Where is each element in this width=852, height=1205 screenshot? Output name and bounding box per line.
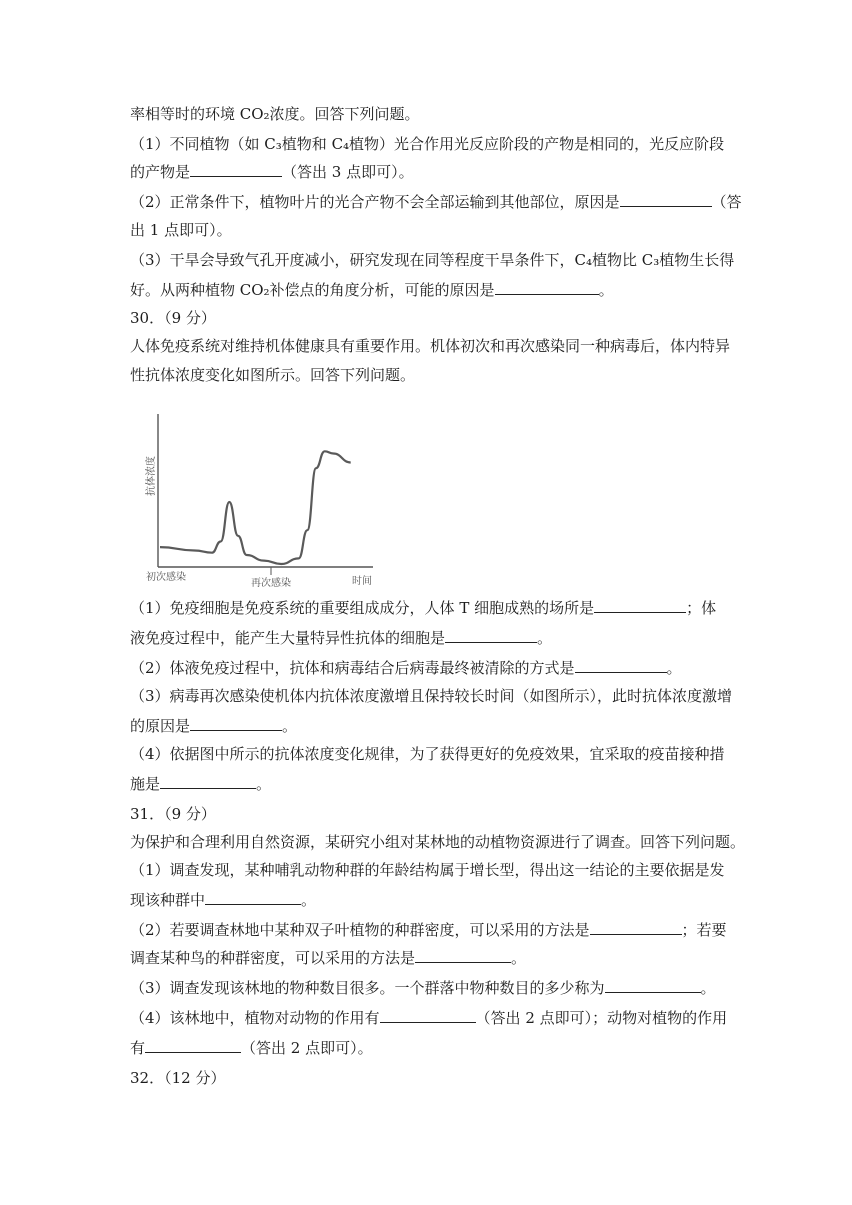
- q30-number-line: [130, 308, 730, 328]
- q29-p3-text-b: 好。从两种植物 CO₂补偿点的角度分析，可能的原因是: [130, 281, 495, 299]
- q30-p3-text-a: （3）病毒再次感染使机体内抗体浓度激增且保持较长时间（如图所示），此时抗体浓度激增: [130, 687, 733, 705]
- annotation-first-infection: 初次感染: [146, 572, 186, 583]
- q31-p4-line-b: [130, 1038, 730, 1058]
- q29-p1-answer-blank[interactable]: [190, 162, 282, 177]
- q30-intro-line-b: [130, 365, 730, 385]
- q31-p3-text-post: 。: [700, 979, 716, 997]
- q32-number: 32．（12 分）: [130, 1069, 226, 1087]
- q30-p4-line-a: [130, 744, 730, 764]
- q30-p2-answer-blank[interactable]: [575, 658, 667, 673]
- q29-p1-text-a: （1）不同植物（如 C₃植物和 C₄植物）光合作用光反应阶段的产物是相同的，光反应阶段: [130, 135, 725, 153]
- q31-intro-line: [130, 832, 746, 852]
- q31-number: 31．（9 分）: [130, 805, 216, 823]
- q30-p1-text-a-post: ；体: [686, 599, 717, 617]
- q30-intro-text-a: 人体免疫系统对维持机体健康具有重要作用。机体初次和再次感染同一种病毒后，体内特异: [130, 337, 731, 355]
- q31-p2-text-b: 调查某种鸟的种群密度，可以采用的方法是: [130, 949, 416, 967]
- q30-p1-line-a: [130, 598, 730, 618]
- q30-intro-line-a: [130, 336, 730, 356]
- q31-p2-line-a: [130, 920, 730, 940]
- q30-p3-line-b: [130, 716, 730, 736]
- q30-p1-text-b-post: 。: [537, 629, 553, 647]
- q31-p2-text-b-post: 。: [511, 949, 527, 967]
- q31-p2-text-a: （2）若要调查林地中某种双子叶植物的种群密度，可以采用的方法是: [130, 921, 590, 939]
- q29-p1-line-b: [130, 162, 730, 182]
- q31-p1-answer-blank[interactable]: [205, 890, 301, 905]
- q30-p4-text-b: 施是: [130, 775, 161, 793]
- q31-p1-text-a: （1）调查发现，某种哺乳动物种群的年龄结构属于增长型，得出这一结论的主要依据是发: [130, 861, 725, 879]
- q30-p1-answer-blank-1[interactable]: [594, 598, 686, 613]
- q31-p4-answer-blank-2[interactable]: [145, 1038, 241, 1053]
- q30-p3-line-a: [130, 686, 733, 706]
- q30-p2-line: [130, 658, 730, 678]
- q31-p3-answer-blank[interactable]: [605, 978, 701, 993]
- q29-p2-text-b: 出 1 点即可）。: [130, 221, 232, 239]
- q30-p3-text-b-post: 。: [282, 717, 298, 735]
- q31-p1-text-b-post: 。: [301, 891, 317, 909]
- chart-svg: [128, 402, 378, 592]
- q29-p1-text-b: 的产物是: [130, 163, 191, 181]
- q31-p2-line-b: [130, 948, 730, 968]
- q29-p3-line-b: [130, 280, 730, 300]
- q32-number-line: [130, 1068, 730, 1088]
- antibody-curve: [160, 451, 351, 564]
- antibody-concentration-chart: [128, 402, 378, 592]
- q31-p1-line-a: [130, 860, 730, 880]
- q31-p3-text: （3）调查发现该林地的物种数目很多。一个群落中物种数目的多少称为: [130, 979, 605, 997]
- q30-p4-text-b-post: 。: [256, 775, 272, 793]
- q29-p2-line-a: [130, 192, 742, 212]
- q30-p4-line-b: [130, 774, 730, 794]
- q29-p2-line-b: [130, 220, 730, 240]
- q30-p4-answer-blank[interactable]: [160, 774, 256, 789]
- q29-p2-answer-blank[interactable]: [620, 192, 712, 207]
- y-axis-label: 抗体浓度: [146, 456, 157, 496]
- q31-p1-line-b: [130, 890, 730, 910]
- annotation-second-infection: 再次感染: [251, 578, 291, 589]
- q29-p2-text-a: （2）正常条件下，植物叶片的光合产物不会全部运输到其他部位，原因是: [130, 193, 620, 211]
- q31-p4-line-a: [130, 1008, 730, 1028]
- q29-intro-line: [130, 104, 730, 124]
- q31-p4-answer-blank-1[interactable]: [380, 1008, 476, 1023]
- q31-p4-text-a-post: （答出 2 点即可）；动物对植物的作用: [475, 1009, 728, 1027]
- q29-p1-line-a: [130, 134, 730, 154]
- q31-p3-line: [130, 978, 730, 998]
- q29-p3-text-b-post: 。: [598, 281, 614, 299]
- q29-p3-line-a: [130, 250, 735, 270]
- q31-p2-answer-blank-1[interactable]: [590, 920, 682, 935]
- q29-p3-text-a: （3）干旱会导致气孔开度减小，研究发现在同等程度干旱条件下，C₄植物比 C₃植物生长得: [130, 251, 735, 269]
- q30-p1-text-a: （1）免疫细胞是免疫系统的重要组成成分，人体 T 细胞成熟的场所是: [130, 599, 595, 617]
- q31-p4-text-b-post: （答出 2 点即可）。: [241, 1039, 373, 1057]
- q31-p2-answer-blank-2[interactable]: [415, 948, 511, 963]
- q31-p4-text-a: （4）该林地中，植物对动物的作用有: [130, 1009, 380, 1027]
- q30-intro-text-b: 性抗体浓度变化如图所示。回答下列问题。: [130, 366, 416, 384]
- q30-p3-answer-blank[interactable]: [190, 716, 282, 731]
- q31-intro-text: 为保护和合理利用自然资源，某研究小组对某林地的动植物资源进行了调查。回答下列问题。: [130, 833, 746, 851]
- x-axis-label: 时间: [352, 576, 372, 587]
- q31-p4-text-b: 有: [130, 1039, 146, 1057]
- q30-p1-answer-blank-2[interactable]: [445, 628, 537, 643]
- q31-p2-text-a-post: ；若要: [681, 921, 727, 939]
- q31-p1-text-b: 现该种群中: [130, 891, 206, 909]
- q29-p2-text-a-post: （答: [711, 193, 742, 211]
- q30-p3-text-b: 的原因是: [130, 717, 191, 735]
- q29-intro-text: 率相等时的环境 CO₂浓度。回答下列问题。: [130, 105, 420, 123]
- q30-p2-text: （2）体液免疫过程中，抗体和病毒结合后病毒最终被清除的方式是: [130, 659, 575, 677]
- q30-p1-text-b: 液免疫过程中，能产生大量特异性抗体的细胞是: [130, 629, 446, 647]
- q30-p1-line-b: [130, 628, 730, 648]
- q29-p1-text-b-post: （答出 3 点即可）。: [282, 163, 414, 181]
- q30-p4-text-a: （4）依据图中所示的抗体浓度变化规律，为了获得更好的免疫效果，宜采取的疫苗接种措: [130, 745, 725, 763]
- q31-number-line: [130, 804, 730, 824]
- q29-p3-answer-blank[interactable]: [495, 280, 599, 295]
- q30-p2-text-post: 。: [666, 659, 682, 677]
- q30-number: 30．（9 分）: [130, 309, 216, 327]
